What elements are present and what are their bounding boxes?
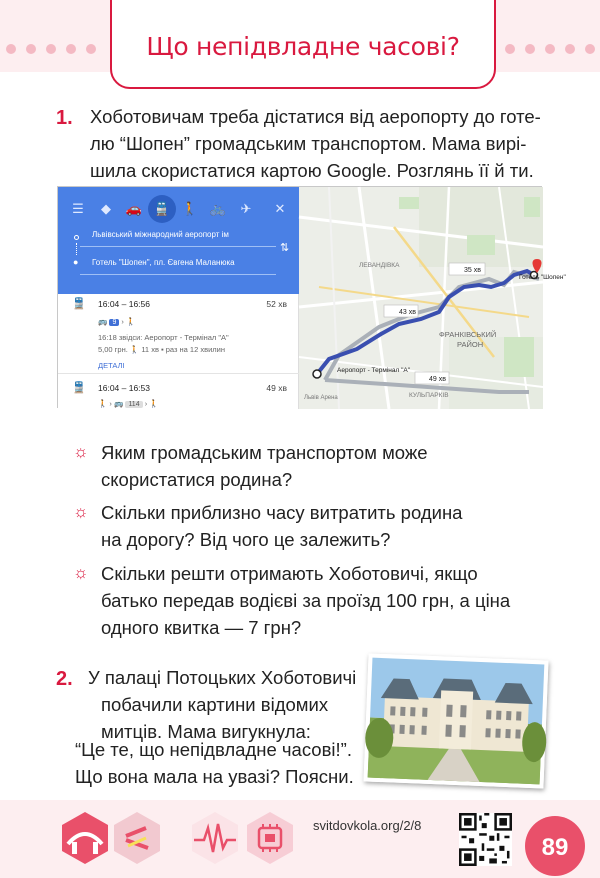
time-label-49: 49 хв — [429, 376, 446, 383]
question-2-line-1: Скільки приблизно часу витратить родина — [101, 502, 463, 523]
pulse-hex-icon — [190, 810, 240, 866]
district-label-2: РАЙОН — [457, 340, 484, 349]
task2-line-4: “Це те, що непідвладне часові!”. — [75, 739, 352, 760]
directions-icon: ◆ — [101, 201, 111, 216]
levandivka-label: ЛЕВАНДІВКА — [359, 262, 400, 269]
origin-dot-icon — [74, 235, 79, 240]
question-3-line-3: одного квитка — 7 грн? — [101, 617, 302, 638]
route-separator — [58, 373, 299, 374]
route1-time: 16:04 – 16:56 — [98, 299, 150, 309]
district-label-1: ФРАНКІВСЬКИЙ — [439, 330, 497, 339]
route1-line-info: 16:18 звідси: Аеропорт - Термінал "А" — [98, 333, 229, 342]
route2-bus-badge: 114 — [125, 401, 142, 408]
train-icon: 🚆 — [72, 298, 86, 310]
flight-icon: ✈ — [240, 201, 252, 216]
footer-site-link[interactable]: svitdovkola.org/2/8 — [313, 818, 422, 833]
compare-hex-icon — [112, 810, 162, 866]
destination-field: Готель "Шопен", пл. Євгена Маланюка — [80, 251, 276, 275]
lviv-arena-label: Львів Арена — [304, 395, 338, 401]
route-connector — [76, 243, 77, 255]
directions-panel — [58, 187, 299, 409]
origin-field: Львівський міжнародний аеропорт ім — [80, 223, 276, 247]
bike-icon: 🚲 — [209, 201, 227, 216]
task1-line-3: шила скористатися картою Google. Розглянь її й ти. — [90, 160, 534, 181]
task2-line-1: У палаці Потоцьких Хоботовичі — [88, 667, 357, 688]
route1-legs: 🚌 9 › 🚶 — [98, 317, 136, 326]
pin-icon: ● — [73, 257, 79, 267]
sun-icon: ☼ — [73, 563, 89, 582]
directions-header — [58, 187, 299, 294]
route2-legs: 🚶 › 🚌 114 › 🚶 — [98, 399, 159, 408]
time-label-43: 43 хв — [399, 309, 416, 316]
route1-bus-badge: 9 — [109, 319, 119, 326]
map-view — [299, 187, 566, 409]
close-icon: ✕ — [274, 201, 286, 216]
bridge-hex-icon — [60, 810, 110, 866]
route1-duration: 52 хв — [266, 299, 287, 309]
transit-icon: 🚆 — [148, 195, 176, 223]
task2-number: 2. — [56, 668, 73, 690]
swap-icon: ⇅ — [280, 242, 290, 254]
sun-icon: ☼ — [73, 502, 89, 521]
route2-duration: 49 хв — [266, 383, 287, 393]
page-title: Що непідвладне часові? — [146, 32, 460, 61]
chip-hex-icon — [245, 810, 295, 866]
question-3-line-1: Скільки решти отримають Хоботовичі, якщо — [101, 563, 478, 584]
question-1-line-2: скористатися родина? — [101, 469, 293, 490]
menu-icon: ☰ — [72, 201, 84, 216]
car-icon: 🚗 — [125, 201, 143, 216]
task2-line-5: Що вона мала на увазі? Поясни. — [75, 766, 354, 787]
travel-modes — [58, 195, 299, 223]
potocki-palace-photo — [364, 653, 549, 788]
task2-line-3: митців. Мама вигукнула: — [101, 721, 311, 742]
task2-line-2: побачили картини відомих — [101, 694, 329, 715]
route1-details-link: ДЕТАЛІ — [98, 361, 125, 370]
sun-icon: ☼ — [73, 442, 89, 461]
airport-label: Аеропорт - Термінал "А" — [337, 367, 411, 374]
task1-line-1: Хоботовичам треба дістатися від аеропорту до готе- — [90, 106, 541, 127]
time-label-35: 35 хв — [464, 267, 481, 274]
hotel-label: Готель "Шопен" — [519, 274, 566, 281]
walk-icon: 🚶 — [181, 201, 199, 216]
route2-time: 16:04 – 16:53 — [98, 383, 150, 393]
train-icon-2: 🚆 — [72, 382, 86, 394]
question-2-line-2: на дорогу? Від чого це залежить? — [101, 529, 391, 550]
google-map-screenshot — [57, 186, 566, 408]
task1-line-2: лю “Шопен” громадським транспортом. Мама вирі- — [90, 133, 527, 154]
page-number: 89 — [541, 834, 569, 861]
qr-code-icon — [459, 813, 512, 866]
question-3-line-2: батько передав водієві за проїзд 100 грн, а ціна — [101, 590, 511, 611]
task1-number: 1. — [56, 107, 73, 129]
kulparkiv-label: КУЛЬПАРКІВ — [409, 392, 449, 399]
route1-cost: 5,00 грн. 🚶 11 хв ▪ раз на 12 хвилин — [98, 345, 225, 354]
question-1-line-1: Яким громадським транспортом може — [101, 442, 428, 463]
